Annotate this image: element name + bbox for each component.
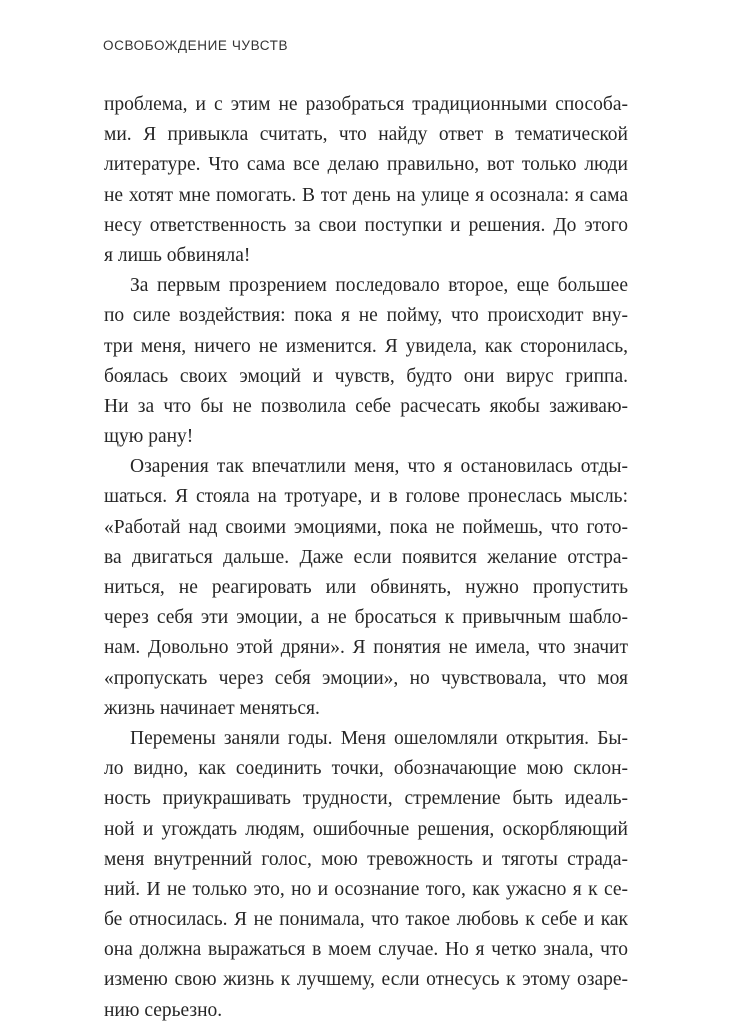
text-line: не хотят мне помогать. В тот день на улице я осознала: я сама bbox=[104, 184, 628, 206]
text-line: щую рану! bbox=[104, 426, 194, 448]
text-line: «Работай над своими эмоциями, пока не поймешь, что гото- bbox=[104, 516, 628, 538]
text-line: За первым прозрением последовало второе, еще большее bbox=[130, 275, 628, 297]
text-line: боялась своих эмоций и чувств, будто они вирус гриппа. bbox=[104, 365, 628, 387]
text-line: три меня, ничего не изменится. Я увидела, как сторонилась, bbox=[104, 335, 628, 357]
text-line: она должна выражаться в моем случае. Но я четко знала, что bbox=[104, 939, 628, 961]
text-line: шаться. Я стояла на тротуаре, и в голове пронеслась мысль: bbox=[104, 486, 628, 508]
text-line: ниться, не реагировать или обвинять, нужно пропустить bbox=[104, 577, 628, 598]
paragraph bbox=[104, 90, 628, 271]
body-text bbox=[104, 90, 628, 1026]
text-line: проблема, и с этим не разобраться традиционными способа- bbox=[104, 94, 628, 115]
text-line: литературе. Что сама все делаю правильно, вот только люди bbox=[104, 154, 628, 176]
text-line: бе относилась. Я не понимала, что такое любовь к себе и как bbox=[104, 909, 628, 931]
text-line: ний. И не только это, но и осознание того, как ужасно я к се- bbox=[104, 878, 628, 900]
text-line: Ни за что бы не позволила себе расчесать якобы заживаю- bbox=[104, 395, 628, 417]
text-line: «пропускать через себя эмоции», но чувствовала, что моя bbox=[104, 667, 628, 689]
text-line: Озарения так впечатлили меня, что я остановилась отды- bbox=[130, 456, 628, 478]
text-line: через себя эти эмоции, а не бросаться к привычным шабло- bbox=[104, 607, 628, 629]
text-line: я лишь обвиняла! bbox=[104, 244, 251, 266]
text-line: изменю свою жизнь к лучшему, если отнесусь к этому озаре- bbox=[104, 969, 628, 991]
running-head: ОСВОБОЖДЕНИЕ ЧУВСТВ bbox=[103, 38, 289, 53]
text-line: ной и угождать людям, ошибочные решения, оскорбляющий bbox=[104, 818, 628, 840]
paragraph bbox=[104, 452, 628, 724]
paragraph bbox=[104, 271, 628, 452]
text-line: меня внутренний голос, мою тревожность и тяготы страда- bbox=[104, 848, 628, 870]
text-line: нам. Довольно этой дряни». Я понятия не имела, что значит bbox=[104, 637, 628, 659]
text-line: нию серьезно. bbox=[104, 999, 223, 1021]
text-line: ми. Я привыкла считать, что найду ответ в тематической bbox=[104, 124, 628, 146]
text-line: по силе воздействия: пока я не пойму, что происходит вну- bbox=[104, 305, 628, 327]
paragraph bbox=[104, 724, 628, 1026]
text-line: жизнь начинает меняться. bbox=[104, 697, 320, 719]
text-line: несу ответственность за свои поступки и решения. До этого bbox=[104, 214, 628, 236]
text-line: Перемены заняли годы. Меня ошеломляли открытия. Бы- bbox=[130, 727, 628, 749]
text-line: ва двигаться дальше. Даже если появится желание отстра- bbox=[104, 546, 628, 568]
text-line: ность приукрашивать трудности, стремление быть идеаль- bbox=[104, 788, 628, 810]
text-line: ло видно, как соединить точки, обозначающие мою склон- bbox=[104, 758, 628, 780]
